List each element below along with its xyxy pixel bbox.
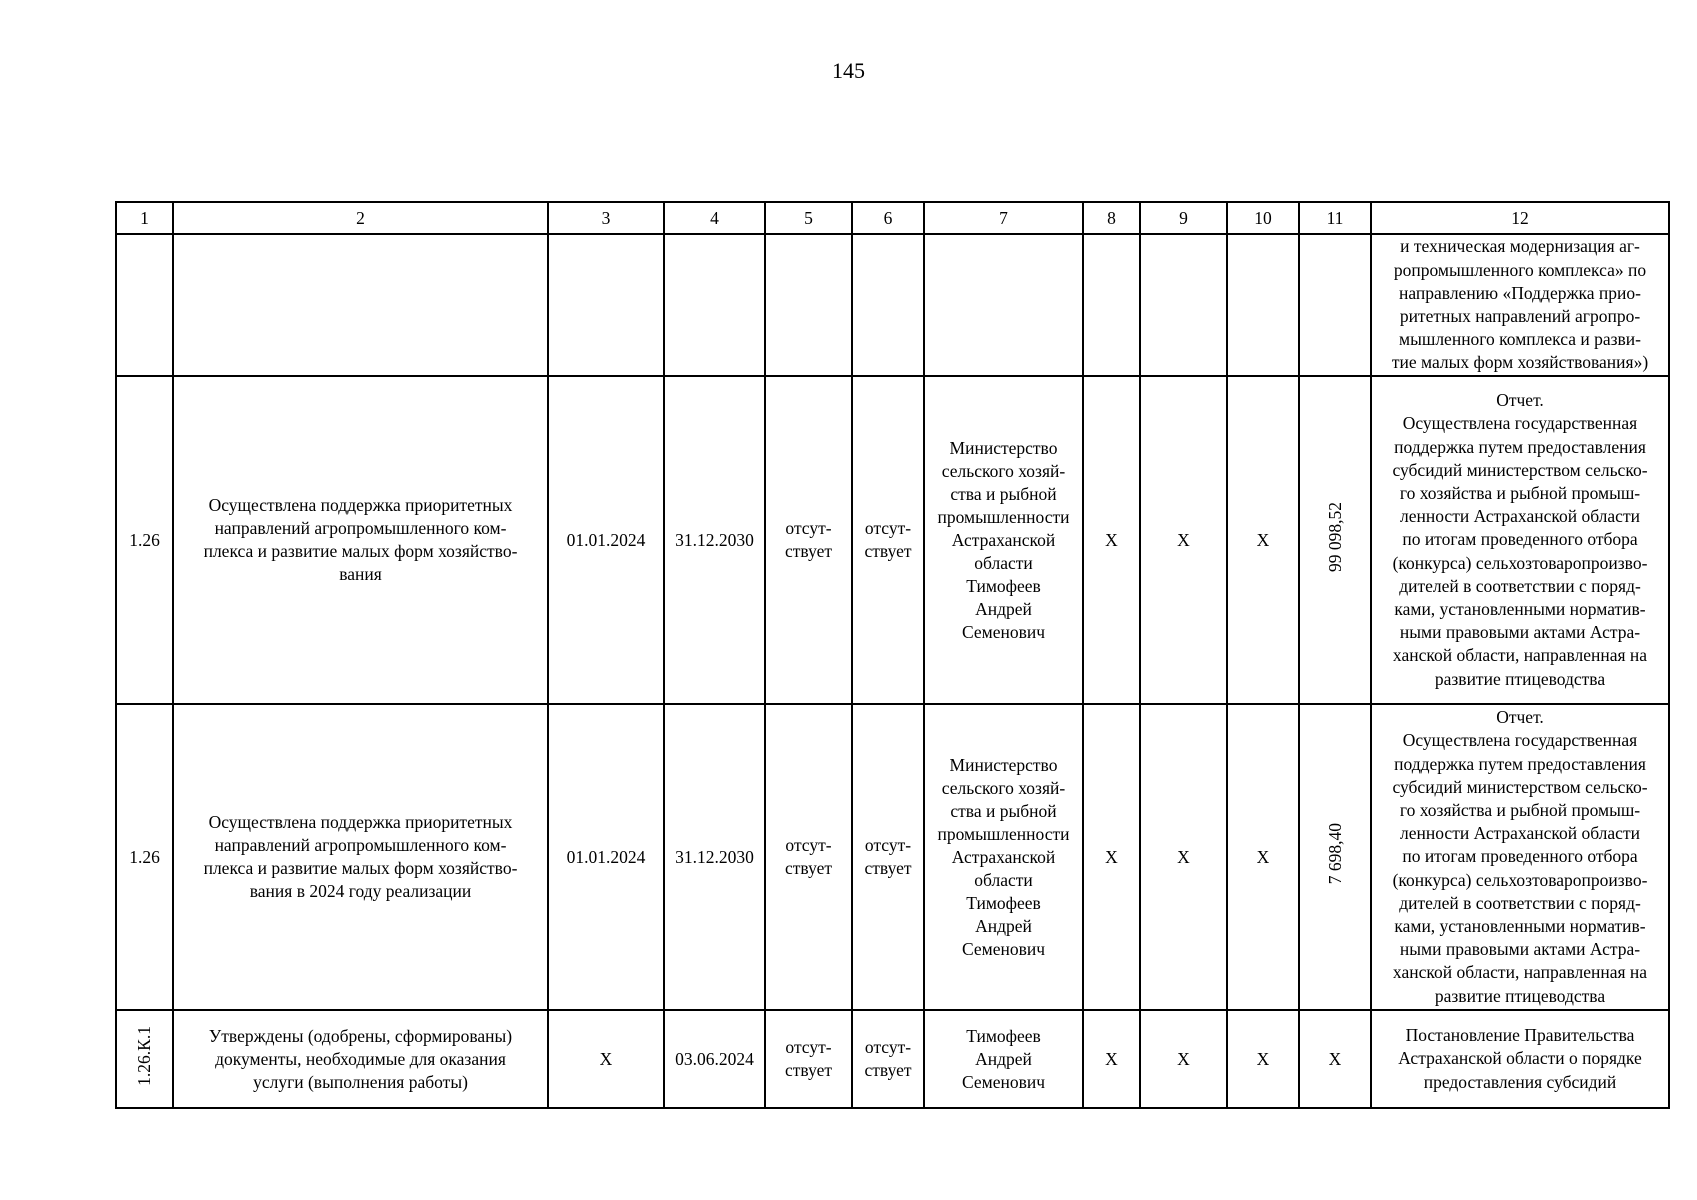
cell-col10 bbox=[1227, 234, 1299, 376]
column-header-11: 11 bbox=[1299, 202, 1371, 234]
cell-col10: X bbox=[1227, 376, 1299, 704]
cell-col6 bbox=[852, 234, 924, 376]
table-row-continuation bbox=[116, 234, 1669, 376]
cell-start-date bbox=[548, 234, 664, 376]
page-number: 145 bbox=[832, 58, 865, 83]
cell-start-date: 01.01.2024 bbox=[548, 704, 664, 1010]
column-header-2: 2 bbox=[173, 202, 548, 234]
cell-col9: X bbox=[1140, 376, 1227, 704]
cell-description bbox=[173, 234, 548, 376]
cell-number: 1.26 bbox=[116, 704, 173, 1010]
cell-col10: X bbox=[1227, 1010, 1299, 1108]
cell-col9: X bbox=[1140, 1010, 1227, 1108]
cell-col6: отсут- ствует bbox=[864, 518, 912, 561]
cell-col5 bbox=[765, 234, 852, 376]
cell-col9 bbox=[1140, 234, 1227, 376]
cell-end-date bbox=[664, 234, 765, 376]
column-header-9: 9 bbox=[1140, 202, 1227, 234]
cell-col8 bbox=[1083, 234, 1140, 376]
cell-result-text: Отчет. Осуществлена государственная поддержка путем предоставления субсидий министерством сельско- го хозяйства и рыбной промыш- ленности Астраханской области по итогам проведенного отбора (конкурса) сельхозтоваропроизво- дителей в соответствии с поряд- ками, установленными норматив- ными правовыми актами Астра- ханской области, направленная на развитие птицеводства bbox=[1392, 390, 1648, 689]
cell-col8: X bbox=[1083, 1010, 1140, 1108]
table-header-row bbox=[116, 202, 1669, 234]
cell-col8: X bbox=[1083, 376, 1140, 704]
cell-responsible bbox=[924, 234, 1083, 376]
cell-amount: 7 698,40 bbox=[1324, 823, 1345, 885]
cell-end-date: 31.12.2030 bbox=[664, 376, 765, 704]
cell-responsible: Тимофеев Андрей Семенович bbox=[961, 1025, 1046, 1092]
cell-responsible: Министерство сельского хозяй- ства и рыбной промышленности Астраханской области Тимофеев Андрей Семенович bbox=[937, 437, 1070, 642]
table-row bbox=[116, 376, 1669, 704]
cell-end-date: 03.06.2024 bbox=[664, 1010, 765, 1108]
cell-col9: X bbox=[1140, 704, 1227, 1010]
cell-responsible: Министерство сельского хозяй- ства и рыбной промышленности Астраханской области Тимофеев Андрей Семенович bbox=[937, 754, 1070, 959]
cell-col8: X bbox=[1083, 704, 1140, 1010]
cell-result-text: Постановление Правительства Астраханской области о порядке предоставления субсидий bbox=[1398, 1025, 1642, 1092]
cell-result-text: Отчет. Осуществлена государственная поддержка путем предоставления субсидий министерством сельско- го хозяйства и рыбной промыш- ленности Астраханской области по итогам проведенного отбора (конкурса) сельхозтоваропроизво- дителей в соответствии с поряд- ками, установленными норматив- ными правовыми актами Астра- ханской области, направленная на развитие птицеводства bbox=[1392, 707, 1648, 1006]
cell-start-date: X bbox=[548, 1010, 664, 1108]
cell-number: 1.26 bbox=[116, 376, 173, 704]
cell-result-text: и техническая модернизация аг- ропромышленного комплекса» по направлению «Поддержка прио- ритетных направлений агропро- мышленного комплекса и разви- тие малых форм хозяйствования») bbox=[1391, 236, 1649, 373]
column-header-1: 1 bbox=[116, 202, 173, 234]
cell-amount: 99 098,52 bbox=[1324, 502, 1345, 572]
column-header-8: 8 bbox=[1083, 202, 1140, 234]
table-row bbox=[116, 1010, 1669, 1108]
cell-description: Осуществлена поддержка приоритетных направлений агропромышленного ком- плекса и развитие малых форм хозяйство- вания bbox=[203, 495, 518, 584]
cell-amount: X bbox=[1299, 1010, 1371, 1108]
column-header-6: 6 bbox=[852, 202, 924, 234]
table-row bbox=[116, 704, 1669, 1010]
column-header-4: 4 bbox=[664, 202, 765, 234]
column-header-10: 10 bbox=[1227, 202, 1299, 234]
cell-col10: X bbox=[1227, 704, 1299, 1010]
column-header-5: 5 bbox=[765, 202, 852, 234]
column-header-12: 12 bbox=[1371, 202, 1669, 234]
cell-start-date: 01.01.2024 bbox=[548, 376, 664, 704]
cell-number: 1.26.К.1 bbox=[134, 1026, 154, 1086]
cell-col6: отсут- ствует bbox=[864, 835, 912, 878]
cell-col5: отсут- ствует bbox=[784, 1037, 832, 1080]
cell-end-date: 31.12.2030 bbox=[664, 704, 765, 1010]
cell-number bbox=[116, 234, 173, 376]
cell-amount bbox=[1299, 234, 1371, 376]
cell-col6: отсут- ствует bbox=[864, 1037, 912, 1080]
cell-description: Осуществлена поддержка приоритетных направлений агропромышленного ком- плекса и развитие малых форм хозяйство- вания в 2024 году реализации bbox=[203, 812, 518, 901]
cell-description: Утверждены (одобрены, сформированы) документы, необходимые для оказания услуги (выполнения работы) bbox=[208, 1025, 513, 1092]
report-table bbox=[115, 201, 1670, 1109]
column-header-3: 3 bbox=[548, 202, 664, 234]
cell-col5: отсут- ствует bbox=[784, 518, 832, 561]
cell-col5: отсут- ствует bbox=[784, 835, 832, 878]
column-header-7: 7 bbox=[924, 202, 1083, 234]
